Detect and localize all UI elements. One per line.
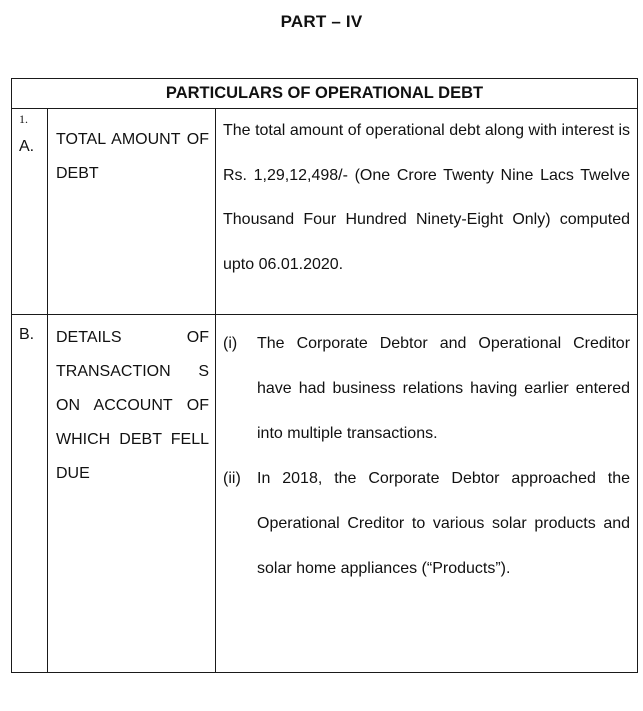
list-item-text: The Corporate Debtor and Operational Creditor have had business relations having earlier entered into multiple transactions. (257, 335, 631, 442)
row-label-cell (48, 315, 216, 673)
list-item-marker: (i) (223, 335, 238, 352)
part-title: PART – IV (280, 12, 363, 31)
row-number-cell (12, 109, 48, 315)
list-item-text: In 2018, the Corporate Debtor approached the Operational Creditor to various solar products and solar home appliances (“Products”). (257, 470, 631, 577)
row-index: 1. (19, 112, 28, 126)
row-label: TOTAL AMOUNT OF DEBT (56, 131, 209, 182)
row-number-cell (12, 315, 48, 673)
table-row (12, 109, 638, 315)
table-heading: PARTICULARS OF OPERATIONAL DEBT (12, 79, 638, 109)
table-row (12, 315, 638, 673)
row-letter: B. (19, 326, 35, 343)
table-heading-row (12, 79, 638, 109)
row-detail-cell (216, 109, 638, 315)
operational-debt-table (11, 78, 638, 673)
row-detail-text: The total amount of operational debt along with interest is Rs. 1,29,12,498/- (One Crore Twenty Nine Lacs Twelve Thousand Four Hundred Ninety-Eight Only) computed upto 06.01.2020. (223, 122, 631, 273)
transaction-list (223, 321, 630, 591)
row-label: DETAILS OF TRANSACTION S ON ACCOUNT OF WHICH DEBT FELL DUE (56, 329, 209, 482)
list-item (223, 321, 630, 456)
row-label-cell (48, 109, 216, 315)
list-item (223, 456, 630, 591)
row-detail-cell (216, 315, 638, 673)
row-letter: A. (19, 138, 35, 155)
list-item-marker: (ii) (223, 470, 241, 487)
